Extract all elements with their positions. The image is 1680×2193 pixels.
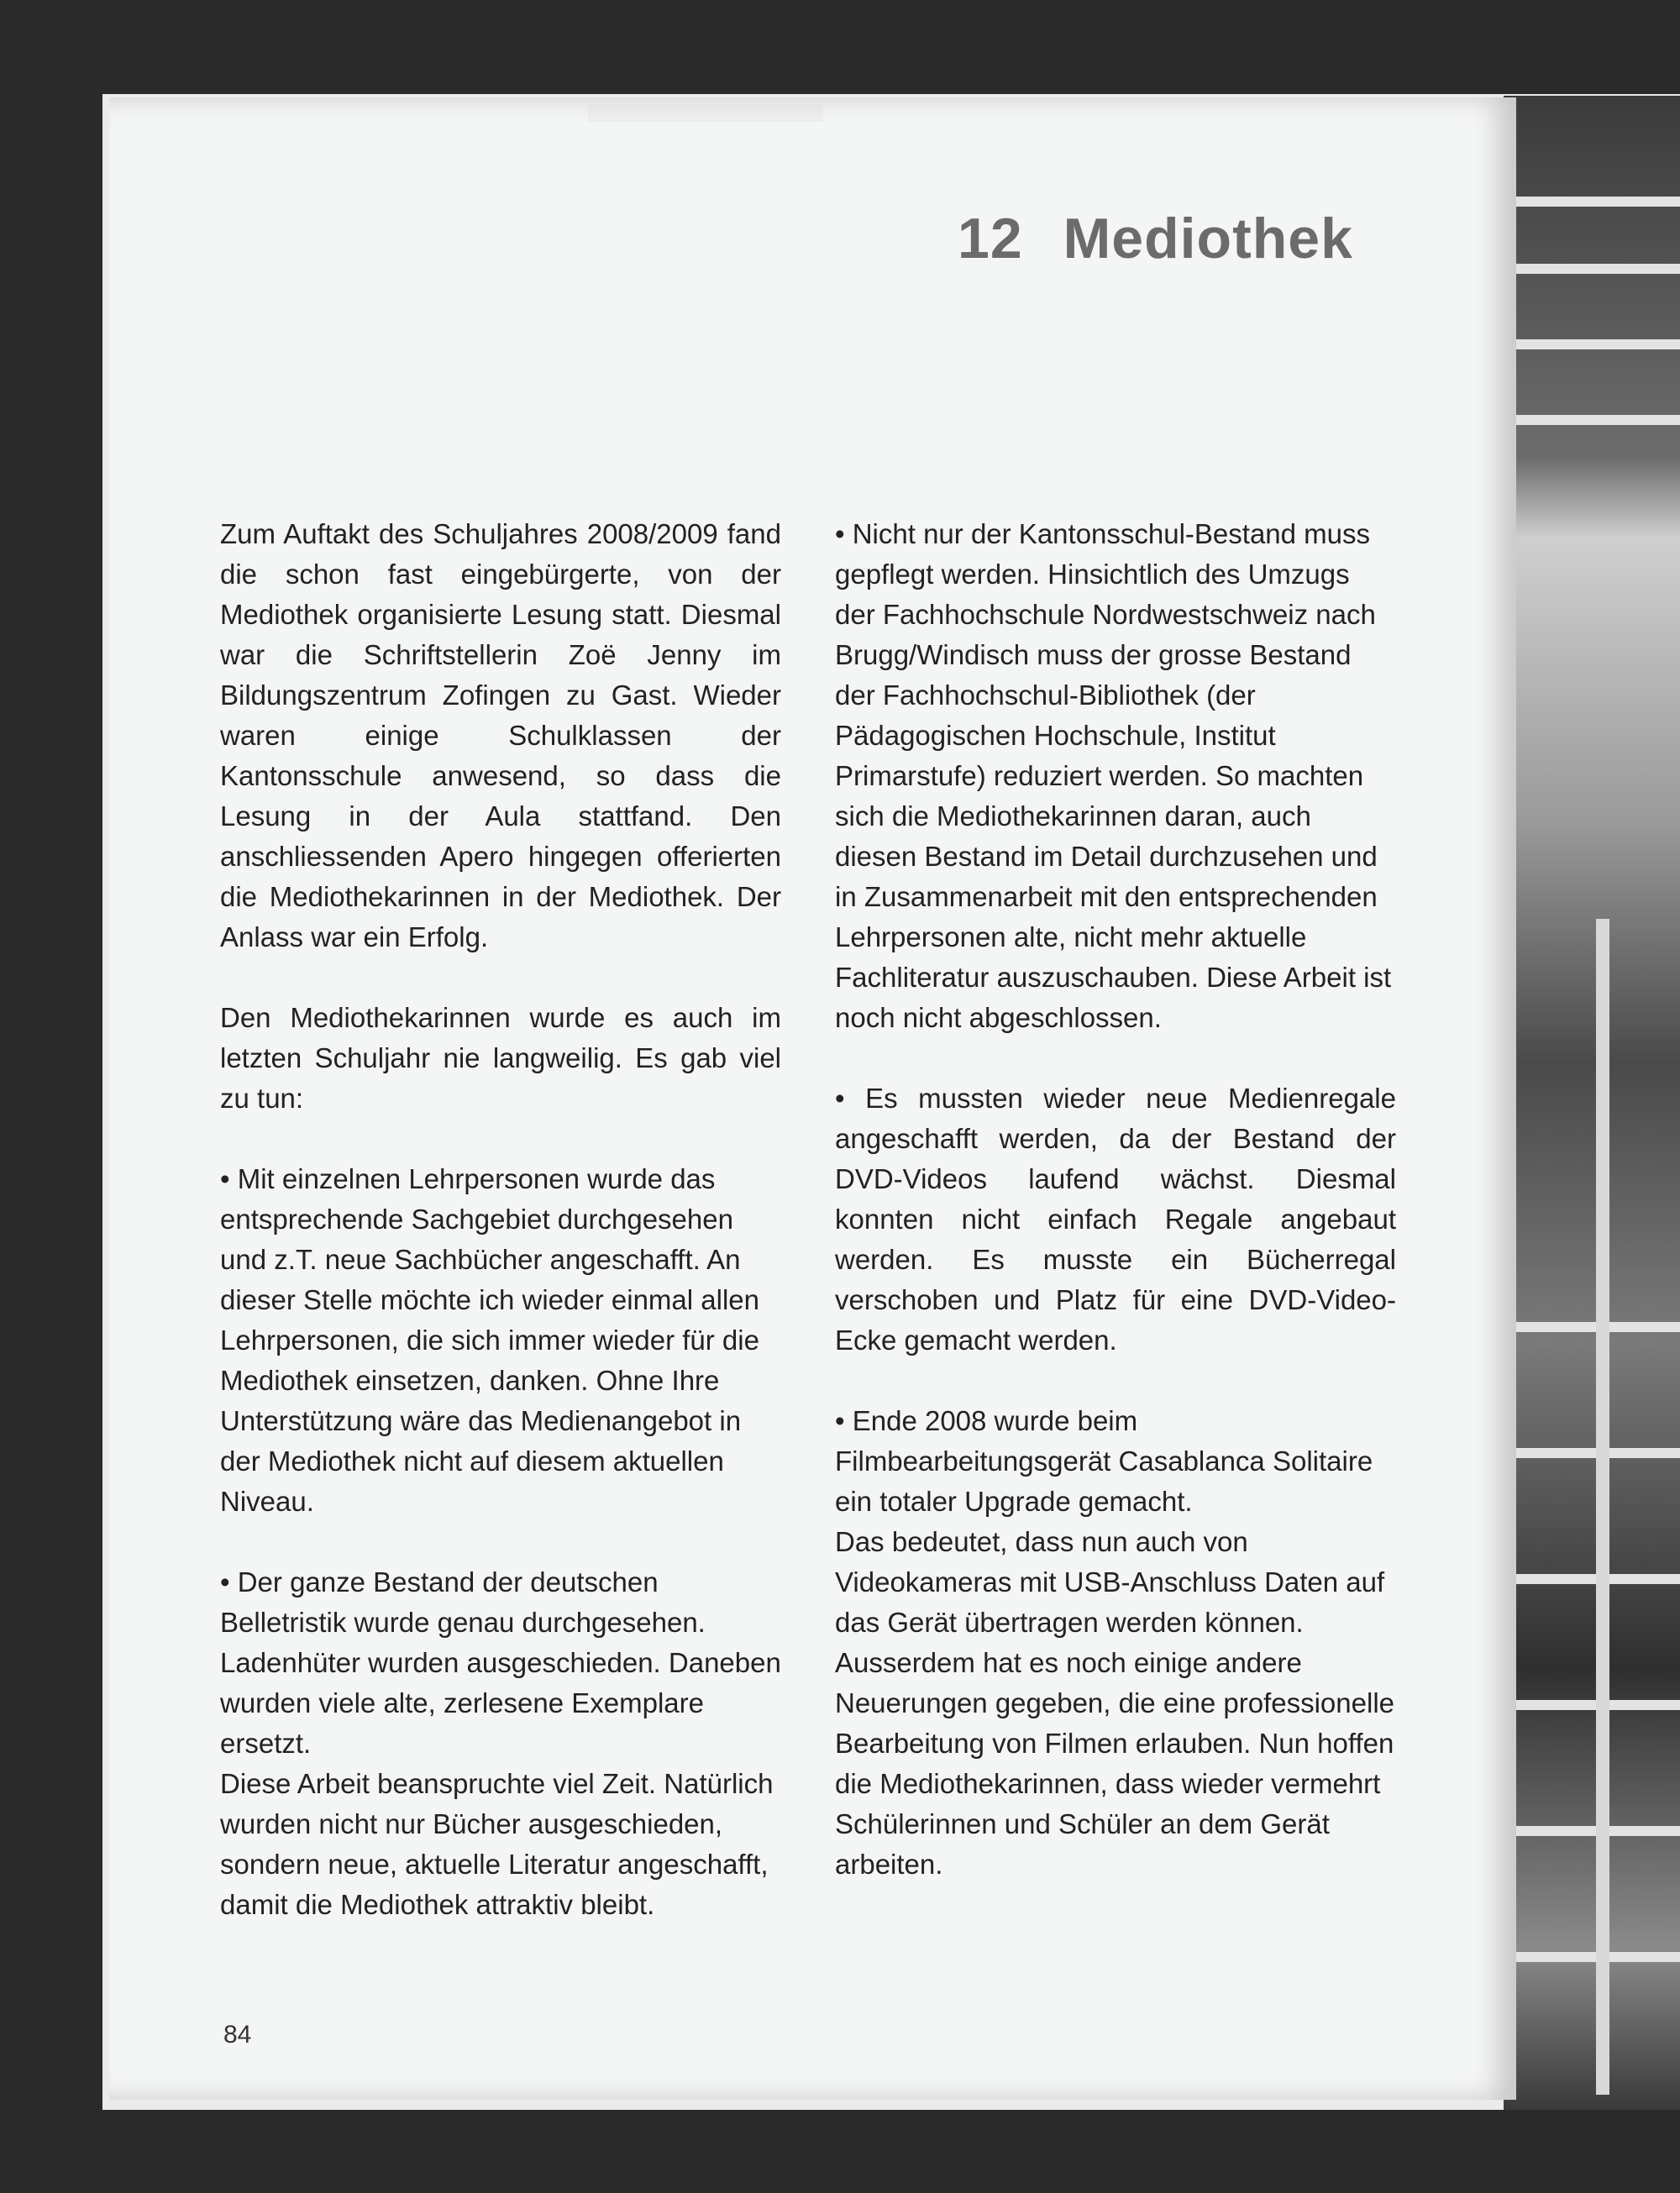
chapter-number: 12	[958, 207, 1023, 270]
bullet-casablanca-upgrade: • Ende 2008 wurde beim Filmbearbeitungsgerät Casablanca Solitaire ein totaler Upgrade gemacht.	[835, 1405, 1373, 1517]
intro-paragraph: Zum Auftakt des Schuljahres 2008/2009 fand die schon fast eingebürgerte, von der Mediothek organisierte Lesung statt. Diesmal war die Schriftstellerin Zoë Jenny im Bildungszentrum Zofingen zu Gast. Wieder waren einige Schulklassen der Kantonsschule anwesend, so dass die Lesung in der Aula stattfand. Den anschliessenden Apero hingegen offerierten die Mediothekarinnen in der Mediothek. Der Anlass war ein Erfolg.	[220, 518, 781, 952]
photo-shelf-board	[1504, 1448, 1680, 1458]
photo-shelf-board	[1504, 1574, 1680, 1584]
photo-shelf-board	[1504, 1322, 1680, 1332]
chapter-heading	[958, 206, 1353, 271]
photo-shelf-board	[1504, 1952, 1680, 1962]
right-column	[835, 514, 1396, 1885]
bullet-fachhochschule: • Nicht nur der Kantonsschul-Bestand muss gepflegt werden. Hinsichtlich des Umzugs der Fachhochschule Nordwestschweiz nach Brugg/Windisch muss der grosse Bestand der Fachhochschul-Bibliothek (der Pädagogischen Hochschule, Institut Primarstufe) reduziert werden. So machten sich die Mediothekarinnen daran, auch diesen Bestand im Detail durchzusehen und in Zusammenarbeit mit den entsprechenden Lehrpersonen alte, nicht mehr aktuelle Fachliteratur auszuschauben. Diese Arbeit ist noch nicht abgeschlossen.	[835, 518, 1392, 1033]
photo-ceiling-slat	[1504, 415, 1680, 425]
bullet-belletristik: • Der ganze Bestand der deutschen Belletristik wurde genau durchgesehen. Ladenhüter wurden ausgeschieden. Daneben wurden viele alte, zerlesene Exemplare ersetzt.	[220, 1566, 781, 1759]
photo-shelf-board	[1504, 1826, 1680, 1836]
chapter-title: Mediothek	[1063, 207, 1353, 270]
photo-shelf-post	[1596, 919, 1609, 2095]
photo-shelf-board	[1504, 1700, 1680, 1710]
left-column	[220, 514, 781, 1925]
bullet-sachgebiet: • Mit einzelnen Lehrpersonen wurde das entsprechende Sachgebiet durchgesehen und z.T. neue Sachbücher angeschafft. An dieser Stelle möchte ich wieder einmal allen Lehrpersonen, die sich immer wieder für die Mediothek einsetzen, danken. Ohne Ihre Unterstützung wäre das Medienangebot in der Mediothek nicht auf diesem aktuellen Niveau.	[220, 1163, 759, 1517]
page-number: 84	[223, 2021, 252, 2049]
photo-ceiling-slat	[1504, 197, 1680, 207]
library-shelf-photo	[1504, 96, 1680, 2110]
photo-ceiling-slat	[1504, 264, 1680, 274]
page-smudge	[588, 105, 823, 122]
tasks-intro-paragraph: Den Mediothekarinnen wurde es auch im letzten Schuljahr nie langweilig. Es gab viel zu tun:	[220, 1002, 781, 1114]
bullet-belletristik-continued: Diese Arbeit beanspruchte viel Zeit. Natürlich wurden nicht nur Bücher ausgeschieden, sondern neue, aktuelle Literatur angeschafft, damit die Mediothek attraktiv bleibt.	[220, 1768, 774, 1920]
bullet-medienregale: • Es mussten wieder neue Medienregale angeschafft werden, da der Bestand der DVD-Videos laufend wächst. Diesmal konnten nicht einfach Regale angebaut werden. Es musste ein Bücherregal verschoben und Platz für eine DVD-Video-Ecke gemacht werden.	[835, 1083, 1396, 1356]
photo-ceiling-slat	[1504, 339, 1680, 349]
bullet-casablanca-continued: Das bedeutet, dass nun auch von Videokameras mit USB-Anschluss Daten auf das Gerät übertragen werden können. Ausserdem hat es noch einige andere Neuerungen gegeben, die eine professionelle Bearbeitung von Filmen erlauben. Nun hoffen die Mediothekarinnen, dass wieder vermehrt Schülerinnen und Schüler an dem Gerät arbeiten.	[835, 1526, 1395, 1880]
